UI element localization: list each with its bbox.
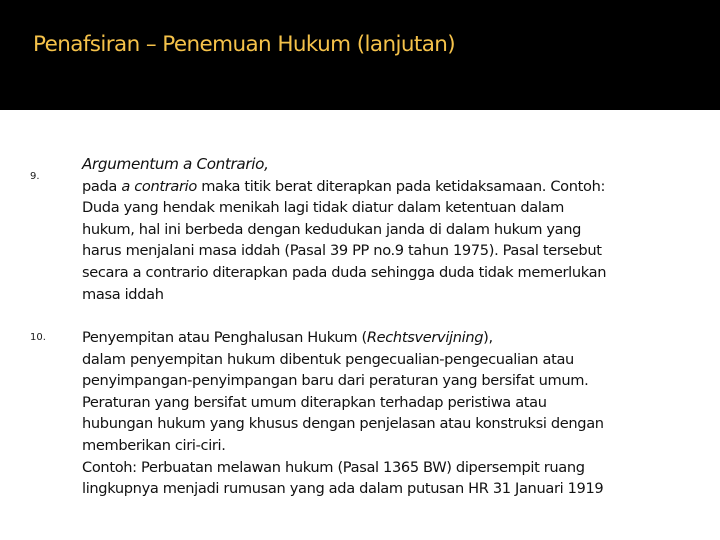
list-item-text [82,327,700,500]
text-line: hubungan hukum yang khusus dengan penjelasan atau konstruksi dengan [82,415,604,433]
text-segment: pada [82,177,122,195]
text-line: lingkupnya menjadi rumusan yang ada dalam putusan HR 31 Januari 1919 [82,480,604,498]
text-line: Duda yang hendak menikah lagi tidak diatur dalam ketentuan dalam [82,199,565,217]
italic-term: a contrario [121,177,197,195]
text-line: harus menjalani masa iddah (Pasal 39 PP no.9 tahun 1975). Pasal tersebut [82,242,602,260]
text-line: penyimpangan-penyimpangan baru dari peraturan yang bersifat umum. [82,372,589,390]
text-line: masa iddah [82,285,164,303]
text-line [82,176,700,198]
text-line: hukum, hal ini berbeda dengan kedudukan janda di dalam hukum yang [82,220,582,238]
text-segment: maka titik berat diterapkan pada ketidaksamaan. Contoh: [196,177,606,195]
text-line: Contoh: Perbuatan melawan hukum (Pasal 1365 BW) dipersempit ruang [82,458,585,476]
text-line: memberikan ciri-ciri. [82,436,226,454]
list-item-heading: Argumentum a Contrario, [82,155,269,173]
list-item-heading [82,327,700,349]
text-line: dalam penyempitan hukum dibentuk pengecualian-pengecualian atau [82,350,574,368]
list-item-number: 10. [30,332,46,343]
slide-title: Penafsiran – Penemuan Hukum (lanjutan) [33,32,456,57]
text-line: secara a contrario diterapkan pada duda sehingga duda tidak memerlukan [82,263,607,281]
italic-term: Rechtsvervijning [366,329,484,346]
list-item-number: 9. [30,171,40,182]
title-bar [0,0,720,110]
text-line: Peraturan yang bersifat umum diterapkan terhadap peristiwa atau [82,393,547,411]
list-item-text [82,154,700,305]
text-segment: ), [483,329,493,346]
text-segment: Penyempitan atau Penghalusan Hukum ( [82,329,367,346]
